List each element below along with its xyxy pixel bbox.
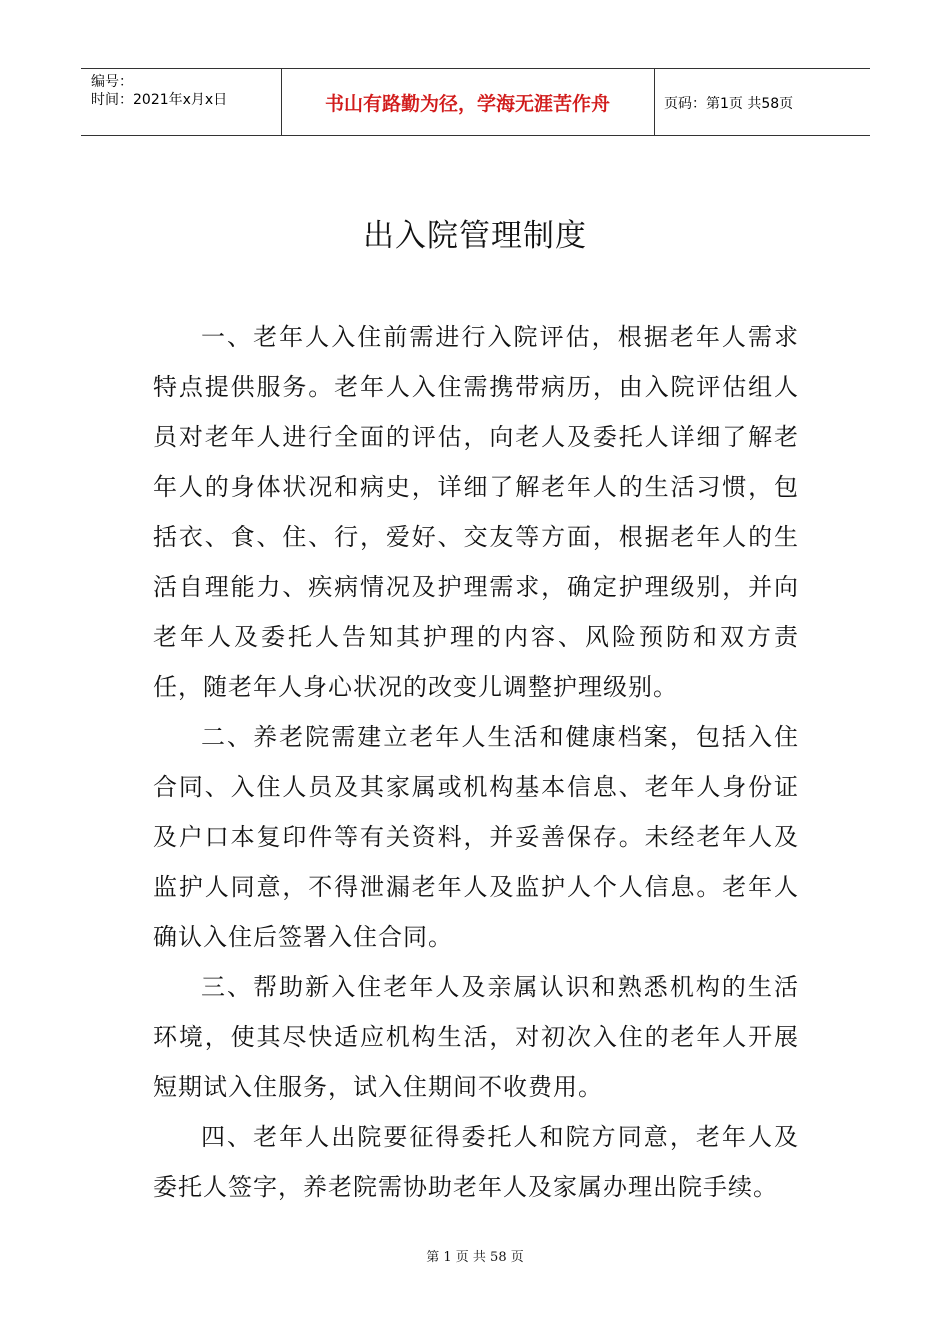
page-header xyxy=(81,68,870,136)
paragraph-4: 四、老年人出院要征得委托人和院方同意，老年人及委托人签字，养老院需协助老年人及家属办理出院手续。 xyxy=(153,1123,799,1201)
header-number-label: 编号： xyxy=(91,74,133,90)
header-motto: 书山有路勤为径，学海无涯苦作舟 xyxy=(324,93,610,115)
header-page-info: 页码：第1页 共58页 xyxy=(664,95,794,112)
paragraph-2: 二、养老院需建立老年人生活和健康档案，包括入住合同、入住人员及其家属或机构基本信息、老年人身份证及户口本复印件等有关资料，并妥善保存。未经老年人及监护人同意，不得泄漏老年人及监护人个人信息。老年人确认入住后签署入住合同。 xyxy=(153,723,799,951)
header-time-label: 时间：2021年x月x日 xyxy=(91,92,228,108)
header-meta xyxy=(91,73,227,109)
header-divider xyxy=(654,69,655,135)
paragraph-1: 一、老年人入住前需进行入院评估，根据老年人需求特点提供服务。老年人入住需携带病历，由入院评估组人员对老年人进行全面的评估，向老人及委托人详细了解老年人的身体状况和病史，详细了解老年人的生活习惯，包括衣、食、住、行，爱好、交友等方面，根据老年人的生活自理能力、疾病情况及护理需求，确定护理级别，并向老年人及委托人告知其护理的内容、风险预防和双方责任，随老年人身心状况的改变儿调整护理级别。 xyxy=(153,323,799,701)
paragraph-3: 三、帮助新入住老年人及亲属认识和熟悉机构的生活环境，使其尽快适应机构生活，对初次入住的老年人开展短期试入住服务，试入住期间不收费用。 xyxy=(153,973,799,1101)
document-title: 出入院管理制度 xyxy=(363,218,587,254)
document-body xyxy=(153,312,799,1212)
page-footer: 第 1 页 共 58 页 xyxy=(426,1250,524,1265)
